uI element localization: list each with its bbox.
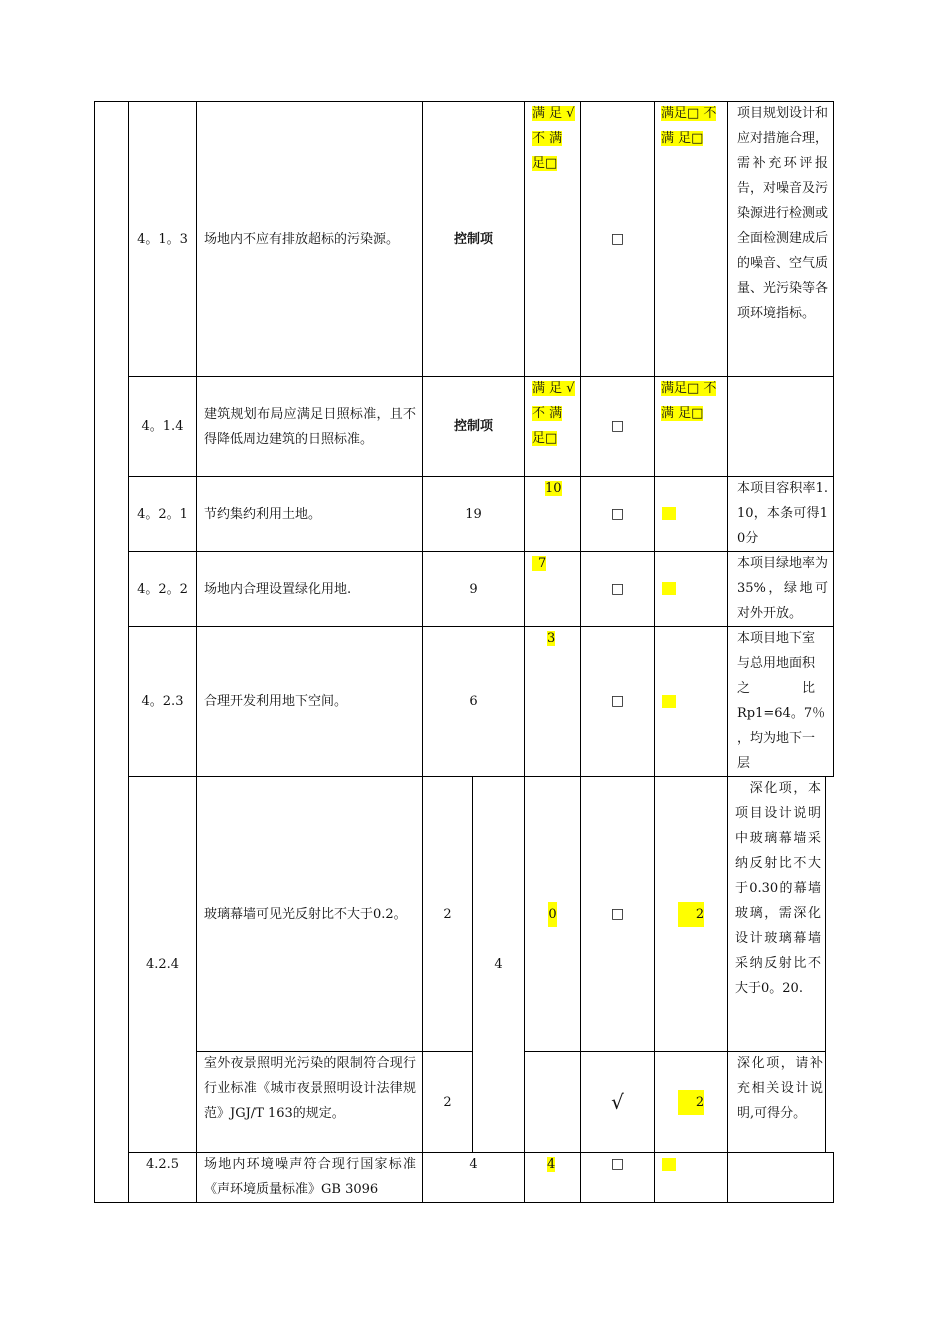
row-4-2-4-sub1-note: 深化项，本项目设计说明中玻璃幕墙采纳反射比不大于0.30的幕墙玻璃，需深化设计玻璃幕墙采纳反射比不大于0。20. xyxy=(735,781,821,996)
row-4-2-4-sub2-col-c xyxy=(655,1052,727,1152)
row-4-2-4-sub2-col-a xyxy=(525,1052,580,1152)
row-4-1-3-requirement: 场地内不应有排放超标的污染源。 xyxy=(204,231,400,247)
row-4-2-5-col-c-highlight xyxy=(662,1158,676,1171)
row-4-2-4-sub1-requirement: 玻璃幕墙可见光反射比不大于0.2。 xyxy=(204,906,407,922)
row-4-2-3-note-line: 本项目地下室 xyxy=(737,631,816,646)
row-4-2-5-id: 4.2.5 xyxy=(145,1157,180,1172)
row-4-2-2-score: 9 xyxy=(469,581,478,597)
row-4-2-2-col-a-text: 7 xyxy=(532,556,546,571)
row-4-2-4-sub1-col-c xyxy=(655,777,727,1051)
row-4-2-3-note-line: 层 xyxy=(737,756,751,771)
row-4-1-3-col-a xyxy=(532,101,576,376)
row-4-2-2-col-a xyxy=(532,551,562,577)
row-4-1-3-col-a-text: 满 足 √ 不 满 足□ xyxy=(532,106,575,171)
row-4-1-3-col-c xyxy=(661,101,723,376)
row-4-2-4-id: 4.2.4 xyxy=(145,957,180,972)
row-4-2-1-requirement: 节约集约利用土地。 xyxy=(204,506,322,522)
row-4-2-3-col-b: □ xyxy=(610,693,625,709)
row-4-1-4-id: 4。1.4 xyxy=(141,419,184,434)
row-4-2-4-sub2-note: 深化项，请补充相关设计说明,可得分。 xyxy=(737,1056,823,1121)
row-4-2-3-note-line: Rp1=64。7％ xyxy=(737,706,826,721)
row-4-1-4-col-a-text: 满 足 √ 不 满 足□ xyxy=(532,381,575,446)
row-4-2-5-col-a-text: 4 xyxy=(547,1157,556,1172)
row-4-2-5-col-b: □ xyxy=(610,1156,625,1172)
row-4-2-5-score: 4 xyxy=(469,1157,478,1172)
row-4-2-2-col-b: □ xyxy=(610,580,625,597)
row-4-2-4-sub2-col-b: √ xyxy=(611,1089,624,1114)
row-4-1-4-col-b: □ xyxy=(610,418,625,434)
row-4-2-1-note: 本项目容积率1.10，本条可得10分 xyxy=(737,481,828,546)
row-4-1-3-id: 4。1。3 xyxy=(137,231,188,247)
row-4-2-3-note-line: 与总用地面积 xyxy=(737,656,816,671)
row-4-2-5-requirement: 场地内环境噪声符合现行国家标准《声环境质量标准》GB 3096 xyxy=(204,1157,416,1197)
row-4-2-3-note-line: ，均为地下一 xyxy=(737,731,816,746)
row-4-2-4-sub2-score: 2 xyxy=(443,1094,452,1110)
row-4-2-4-sub1-col-a xyxy=(525,777,580,1051)
row-4-2-4-sub1-score: 2 xyxy=(443,906,452,922)
row-4-2-3-col-a-text: 3 xyxy=(547,631,556,646)
row-4-2-5-note xyxy=(737,1152,828,1202)
row-4-2-3-id: 4。2.3 xyxy=(141,694,184,709)
row-4-2-3-score: 6 xyxy=(469,694,478,709)
row-4-1-4-score: 控制项 xyxy=(453,419,493,434)
row-4-2-4-sub2-requirement: 室外夜景照明光污染的限制符合现行行业标准《城市夜景照明设计法律规范》JGJ/T 163的规定。 xyxy=(204,1056,416,1121)
row-4-2-1-col-c-highlight xyxy=(662,507,676,520)
row-4-2-4-group-score: 4 xyxy=(494,957,503,972)
row-4-2-4-sub1-col-c-text: 2 xyxy=(678,902,704,927)
row-4-2-4-sub1-col-b: □ xyxy=(610,905,625,922)
row-4-2-1-col-a xyxy=(545,476,575,502)
row-4-2-3-requirement: 合理开发利用地下空间。 xyxy=(204,694,348,709)
row-4-2-2-id: 4。2。2 xyxy=(137,581,188,597)
row-4-1-3-note: 项目规划设计和应对措施合理，需补充环评报告，对噪音及污染源进行检测或全面检测建成后的噪音、空气质量、光污染等各项环境指标。 xyxy=(737,106,828,321)
row-4-2-3-note-line: 之 比 xyxy=(737,681,816,696)
row-4-2-2-requirement: 场地内合理设置绿化用地. xyxy=(204,581,352,597)
row-4-2-2-note: 本项目绿地率为35%，绿地可对外开放。 xyxy=(737,556,828,621)
row-4-2-4-sub1-col-a-text: 0 xyxy=(548,902,556,927)
row-4-2-2-col-c-highlight xyxy=(662,582,676,595)
row-4-1-4-col-a xyxy=(532,376,576,476)
row-4-2-1-col-a-text: 10 xyxy=(545,481,562,496)
row-4-2-4-sub2-col-c-text: 2 xyxy=(678,1090,704,1115)
row-4-2-1-col-b: □ xyxy=(610,505,625,522)
row-4-2-5-col-a xyxy=(547,1152,567,1178)
row-4-2-3-note xyxy=(737,626,829,776)
row-4-1-4-col-c xyxy=(661,376,723,476)
row-4-2-3-col-c-highlight xyxy=(662,695,676,708)
row-4-1-4-note xyxy=(737,376,828,476)
row-4-1-3-score: 控制项 xyxy=(453,231,493,247)
row-4-1-3-col-c-text: 满足□ 不 满 足□ xyxy=(661,106,717,146)
row-4-2-1-id: 4。2。1 xyxy=(137,506,188,522)
row-4-1-3-col-b: □ xyxy=(610,230,625,247)
row-4-1-4-requirement: 建筑规划布局应满足日照标准，且不得降低周边建筑的日照标准。 xyxy=(204,406,416,447)
row-4-2-1-score: 19 xyxy=(465,506,482,522)
row-4-2-3-col-a xyxy=(547,626,567,652)
row-4-1-4-col-c-text: 满足□ 不 满 足□ xyxy=(661,381,717,421)
